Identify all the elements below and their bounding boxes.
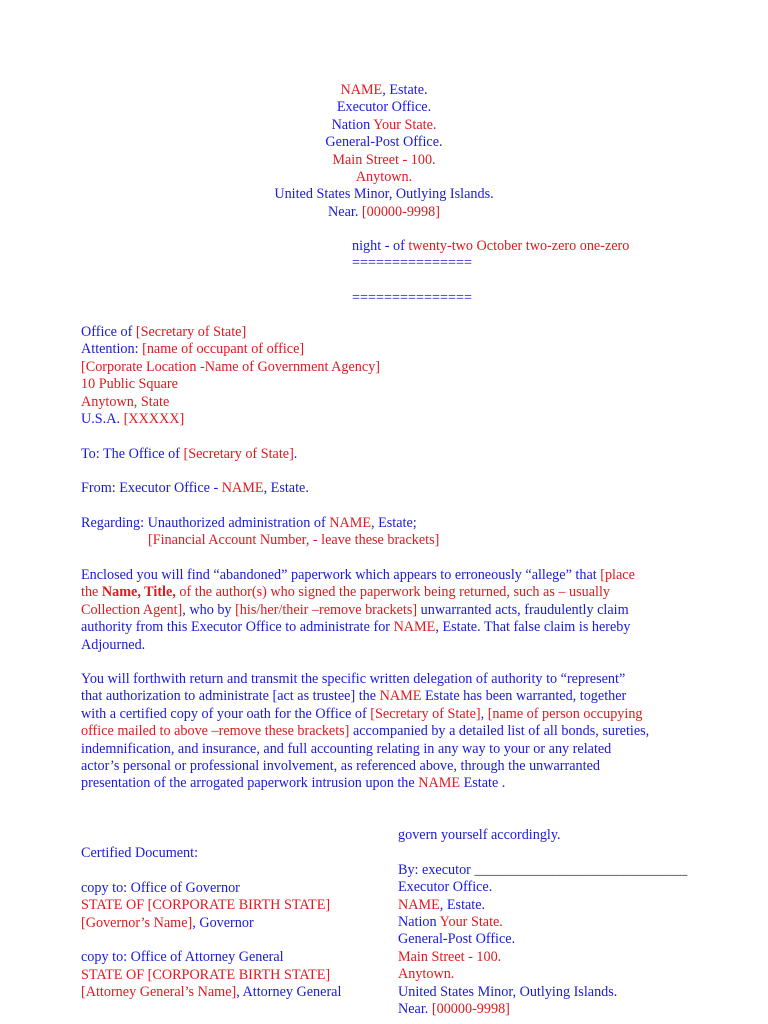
date-block <box>352 238 629 308</box>
certified-document: Certified Document: <box>81 845 199 861</box>
para2-line-1: You will forthwith return and transmit the specific written delegation of authority to “represent” <box>81 671 626 687</box>
spacer <box>81 862 341 879</box>
date-rule-1: =============== <box>352 255 473 272</box>
governor-name-line: [Governor’s Name], Governor <box>81 914 254 931</box>
sig-near-line: Near. [00000-9998] <box>398 1001 510 1018</box>
left-cc-block <box>81 845 341 1002</box>
paragraph-1 <box>81 567 635 654</box>
header-name-line: NAME, Estate. <box>340 82 428 98</box>
para2-line-6: actor’s personal or professional involvement, as referenced above, through the unwarranted <box>81 758 600 775</box>
by-executor-line: By: executor ______________________________ <box>398 861 688 878</box>
govern-yourself: govern yourself accordingly. <box>398 827 561 843</box>
paragraph-2 <box>81 671 649 793</box>
para2-line-5: indemnification, and insurance, and full accounting relating in any way to your or any related <box>81 740 612 757</box>
to-line: To: The Office of [Secretary of State]. <box>81 446 298 462</box>
date-line: night - of twenty-two October two-zero one-zero <box>352 238 630 254</box>
addressee-corporate-location: [Corporate Location -Name of Government Agency] <box>81 358 381 375</box>
sig-anytown: Anytown. <box>398 966 455 983</box>
addressee-usa-line: U.S.A. [XXXXX] <box>81 411 185 428</box>
header-executor-office: Executor Office. <box>336 99 432 116</box>
para2-line-3: with a certified copy of your oath for the Office of [Secretary of State], [name of person occupying <box>81 705 643 722</box>
para2-line-4: office mailed to above –remove these brackets] accompanied by a detailed list of all bonds, sureties, <box>81 723 650 740</box>
para1-line-4: authority from this Executor Office to administrate for NAME, Estate. That false claim is hereby <box>81 619 631 636</box>
para1-line-1: Enclosed you will find “abandoned” paperwork which appears to erroneously “allege” that [place <box>81 567 635 583</box>
addressee-office-line: Office of [Secretary of State] <box>81 324 247 340</box>
addressee-square: 10 Public Square <box>81 376 178 393</box>
copy-to-attorney-general: copy to: Office of Attorney General <box>81 949 284 966</box>
para1-line-2: the Name, Title, of the author(s) who signed the paperwork being returned, such as – usually <box>81 584 611 601</box>
addressee-anytown-state: Anytown, State <box>81 393 170 410</box>
addressee-block <box>81 324 380 428</box>
date-rule-2: =============== <box>352 290 473 307</box>
sig-main-street: Main Street - 100. <box>398 948 502 965</box>
regarding-line: Regarding: Unauthorized administration of NAME, Estate; <box>81 515 417 531</box>
sig-us-minor: United States Minor, Outlying Islands. <box>398 983 618 1000</box>
sig-general-post: General-Post Office. <box>398 931 516 948</box>
header-block <box>184 82 584 221</box>
signature-block <box>398 827 687 1018</box>
governor-state: STATE OF [CORPORATE BIRTH STATE] <box>81 897 331 914</box>
para1-line-5: Adjourned. <box>81 636 146 653</box>
attorney-general-name-line: [Attorney General’s Name], Attorney General <box>81 984 342 1001</box>
signature-line[interactable]: ______________________________ <box>474 861 688 878</box>
date-spacer <box>352 273 629 290</box>
sig-nation-line: Nation Your State. <box>398 914 503 931</box>
copy-to-governor: copy to: Office of Governor <box>81 879 240 896</box>
spacer <box>398 844 687 861</box>
regarding-account: [Financial Account Number, - leave these brackets] <box>148 532 440 549</box>
addressee-attention-line: Attention: [name of occupant of office] <box>81 341 305 358</box>
regarding-block <box>81 515 439 550</box>
header-general-post: General-Post Office. <box>325 134 443 151</box>
header-main-street: Main Street - 100. <box>332 151 436 168</box>
sig-executor-office: Executor Office. <box>398 879 493 896</box>
spacer <box>81 932 341 949</box>
para1-line-3: Collection Agent], who by [his/her/their –remove brackets] unwarranted acts, fraudulently claim <box>81 601 629 618</box>
header-anytown: Anytown. <box>355 169 413 186</box>
para2-line-2: that authorization to administrate [act as trustee] the NAME Estate has been warranted, together <box>81 688 627 705</box>
para2-line-7: presentation of the arrogated paperwork intrusion upon the NAME Estate . <box>81 775 506 792</box>
header-us-minor: United States Minor, Outlying Islands. <box>274 186 494 203</box>
sig-name-line: NAME, Estate. <box>398 896 486 913</box>
from-line: From: Executor Office - NAME, Estate. <box>81 480 309 496</box>
header-nation-line: Nation Your State. <box>331 116 437 133</box>
attorney-general-state: STATE OF [CORPORATE BIRTH STATE] <box>81 966 331 983</box>
header-near-line: Near. [00000-9998] <box>328 203 440 220</box>
